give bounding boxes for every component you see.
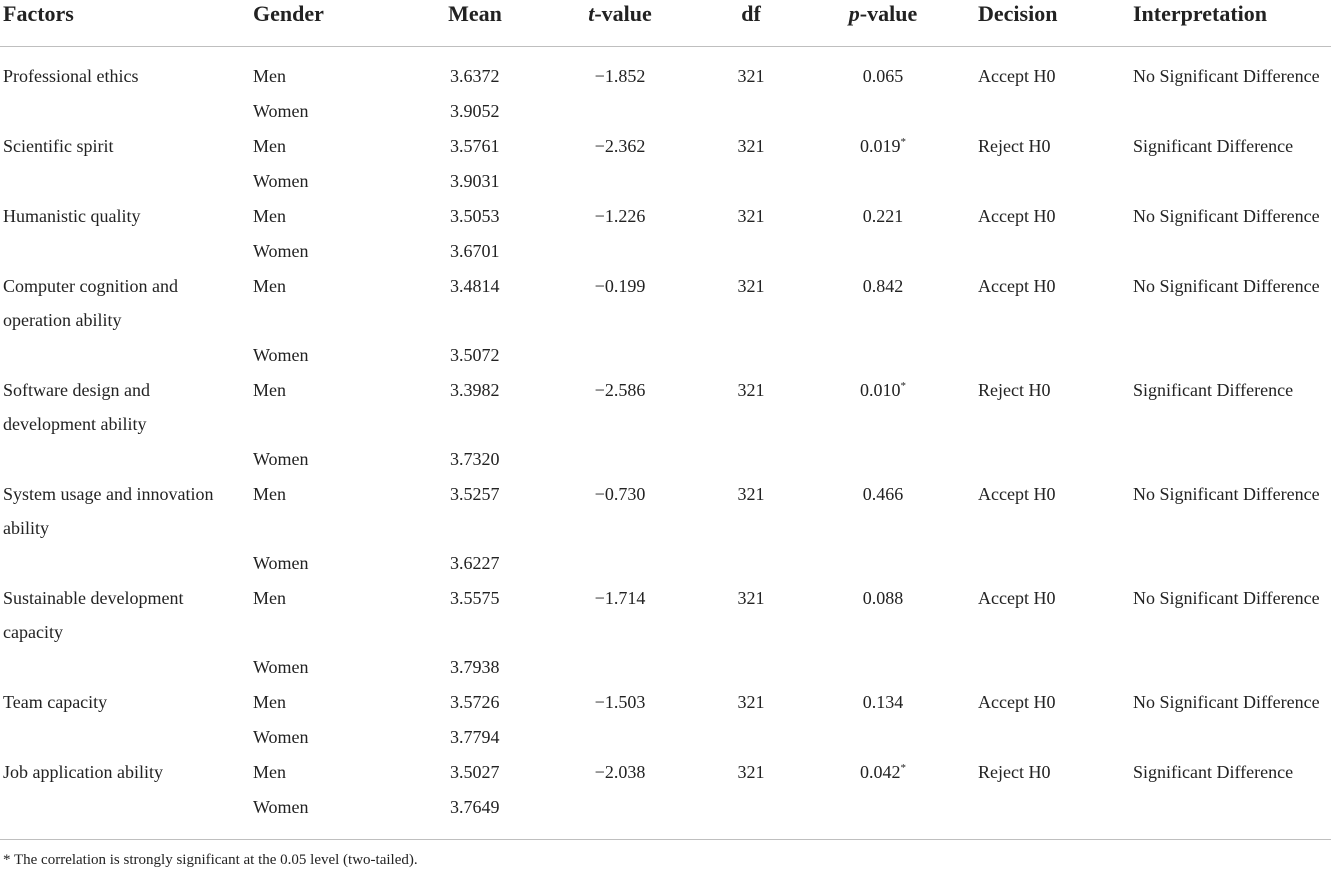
df-value: 321: [737, 484, 765, 504]
interpretation: No Significant Difference: [1133, 276, 1320, 296]
decision: Reject H0: [978, 136, 1051, 156]
mean-men: 3.3982: [450, 380, 500, 400]
significance-mark: *: [900, 136, 906, 148]
p-number: 0.088: [862, 588, 904, 608]
gender-women: Women: [253, 171, 309, 191]
df-value: 321: [737, 692, 765, 712]
mean-women: 3.7649: [450, 797, 500, 817]
decision: Accept H0: [978, 66, 1056, 86]
t-value: −1.852: [594, 66, 646, 86]
gender-men: Men: [253, 66, 286, 86]
header-df: df: [741, 1, 761, 26]
p-number: 0.042: [860, 762, 901, 782]
header-t-suffix: -value: [594, 1, 652, 26]
factor-name: System usage and innovation ability: [3, 484, 214, 538]
table-header: [0, 0, 1331, 46]
p-value: [863, 59, 904, 93]
factor-name: Team capacity: [3, 692, 108, 712]
p-value: [863, 685, 904, 719]
table-footnote: [3, 850, 418, 870]
gender-women: Women: [253, 101, 309, 121]
gender-men: Men: [253, 136, 286, 156]
decision: Reject H0: [978, 762, 1051, 782]
p-value: [863, 199, 904, 233]
footnote-mark: *: [3, 852, 11, 868]
mean-women: 3.7320: [450, 449, 500, 469]
p-value: [863, 581, 904, 615]
header-p-letter: p: [848, 1, 860, 26]
t-value: −2.586: [594, 380, 646, 400]
p-number: 0.010: [860, 380, 901, 400]
bottom-rule: [0, 839, 1331, 840]
factor-name: Scientific spirit: [3, 136, 114, 156]
p-number: 0.019: [860, 136, 901, 156]
factor-name: Humanistic quality: [3, 206, 141, 226]
t-value: −1.714: [594, 588, 646, 608]
t-value: −0.199: [594, 276, 646, 296]
p-value: [860, 373, 906, 407]
mean-men: 3.5027: [450, 762, 500, 782]
gender-women: Women: [253, 553, 309, 573]
t-value: −1.503: [594, 692, 646, 712]
factor-name: Software design and development ability: [3, 380, 150, 434]
factor-name: Job application ability: [3, 762, 163, 782]
decision: Reject H0: [978, 380, 1051, 400]
mean-men: 3.5726: [450, 692, 500, 712]
gender-women: Women: [253, 241, 309, 261]
gender-men: Men: [253, 206, 286, 226]
mean-men: 3.5257: [450, 484, 500, 504]
gender-women: Women: [253, 449, 309, 469]
p-number: 0.221: [862, 206, 904, 226]
interpretation: No Significant Difference: [1133, 692, 1320, 712]
header-decision: Decision: [978, 1, 1058, 26]
mean-women: 3.7938: [450, 657, 500, 677]
gender-men: Men: [253, 762, 286, 782]
decision: Accept H0: [978, 588, 1056, 608]
gender-women: Women: [253, 657, 309, 677]
df-value: 321: [737, 136, 765, 156]
decision: Accept H0: [978, 692, 1056, 712]
t-value: −1.226: [594, 206, 646, 226]
interpretation: No Significant Difference: [1133, 588, 1320, 608]
df-value: 321: [737, 762, 765, 782]
gender-men: Men: [253, 380, 286, 400]
header-p-value: [849, 0, 917, 28]
df-value: 321: [737, 276, 765, 296]
df-value: 321: [737, 66, 765, 86]
p-number: 0.134: [862, 692, 904, 712]
p-number: 0.065: [862, 66, 904, 86]
interpretation: Significant Difference: [1133, 136, 1294, 156]
header-interpretation: Interpretation: [1133, 1, 1268, 26]
mean-men: 3.5761: [450, 136, 500, 156]
df-value: 321: [737, 206, 765, 226]
p-value: [863, 477, 904, 511]
interpretation: Significant Difference: [1133, 762, 1294, 782]
t-value: −2.362: [594, 136, 646, 156]
interpretation: No Significant Difference: [1133, 484, 1320, 504]
gender-women: Women: [253, 797, 309, 817]
mean-women: 3.9031: [450, 171, 500, 191]
mean-women: 3.6227: [450, 553, 500, 573]
mean-women: 3.7794: [450, 727, 500, 747]
header-t-value: [588, 0, 652, 28]
factor-name: Computer cognition and operation ability: [3, 276, 178, 330]
mean-men: 3.5053: [450, 206, 500, 226]
factor-name: Professional ethics: [3, 66, 139, 86]
p-value: [860, 129, 906, 163]
mean-men: 3.4814: [450, 276, 500, 296]
factor-name: Sustainable development capacity: [3, 588, 184, 642]
decision: Accept H0: [978, 206, 1056, 226]
mean-men: 3.5575: [450, 588, 500, 608]
mean-men: 3.6372: [450, 66, 500, 86]
header-rule: [0, 46, 1331, 47]
footnote-text: The correlation is strongly significant at the 0.05 level (two-tailed).: [10, 852, 418, 868]
p-value: [860, 755, 906, 789]
gender-men: Men: [253, 692, 286, 712]
df-value: 321: [737, 588, 765, 608]
interpretation: Significant Difference: [1133, 380, 1294, 400]
header-mean: Mean: [448, 1, 502, 26]
header-factors: Factors: [3, 1, 74, 26]
header-gender: Gender: [253, 1, 324, 26]
gender-men: Men: [253, 484, 286, 504]
p-number: 0.842: [862, 276, 904, 296]
gender-men: Men: [253, 588, 286, 608]
mean-women: 3.9052: [450, 101, 500, 121]
p-value: [863, 269, 904, 303]
gender-men: Men: [253, 276, 286, 296]
significance-mark: *: [900, 380, 906, 392]
interpretation: No Significant Difference: [1133, 206, 1320, 226]
significance-mark: *: [900, 762, 906, 774]
p-number: 0.466: [862, 484, 904, 504]
df-value: 321: [737, 380, 765, 400]
gender-women: Women: [253, 727, 309, 747]
t-value: −2.038: [594, 762, 646, 782]
mean-women: 3.5072: [450, 345, 500, 365]
header-t-letter: t: [588, 1, 595, 26]
header-p-suffix: -value: [859, 1, 918, 26]
decision: Accept H0: [978, 484, 1056, 504]
interpretation: No Significant Difference: [1133, 66, 1320, 86]
mean-women: 3.6701: [450, 241, 500, 261]
gender-women: Women: [253, 345, 309, 365]
t-value: −0.730: [594, 484, 646, 504]
decision: Accept H0: [978, 276, 1056, 296]
